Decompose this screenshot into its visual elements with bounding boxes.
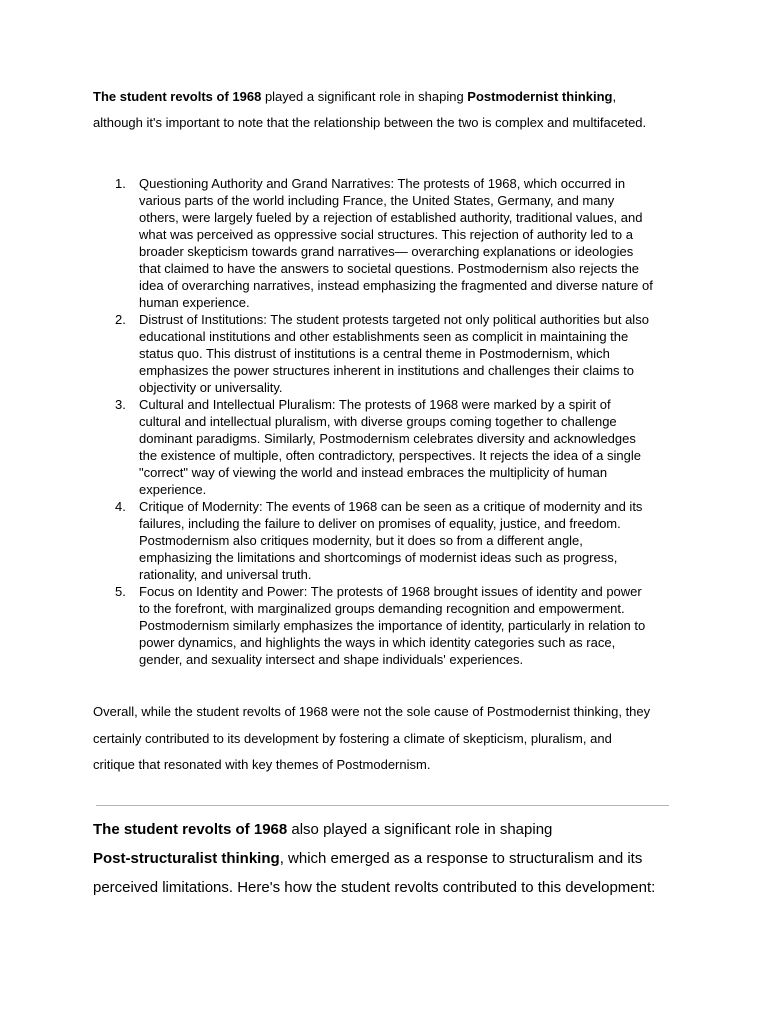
list-item-line: Postmodernism similarly emphasizes the importance of identity, particularly in relation to (139, 618, 646, 633)
list-item-number: 3. (115, 397, 126, 412)
list-item-line: status quo. This distrust of institutions is a central theme in Postmodernism, which (139, 346, 610, 361)
second-line-3: perceived limitations. Here's how the student revolts contributed to this development: (93, 879, 656, 896)
list-item-line: what was perceived as oppressive social structures. This rejection of authority led to a (139, 227, 633, 242)
second-text-2: , which emerged as a response to structuralism and its (279, 850, 643, 867)
list-item-line: that claimed to have the answers to societal questions. Postmodernism also rejects the (139, 261, 640, 276)
list-item-line: idea of overarching narratives, instead emphasizing the fragmented and diverse nature of (139, 278, 653, 293)
second-paragraph (93, 815, 693, 902)
list-item-line: "correct" way of viewing the world and instead embraces the multiplicity of human (139, 465, 608, 480)
list-item-line: cultural and intellectual pluralism, with diverse groups coming together to challenge (139, 414, 617, 429)
intro-paragraph (93, 84, 693, 136)
list-item-number: 5. (115, 584, 126, 599)
second-bold-post-structuralist: Post-structuralist thinking (93, 850, 280, 867)
overall-line: certainly contributed to its development by fostering a climate of skepticism, pluralism, and (93, 730, 612, 746)
intro-text-comma: , (612, 89, 617, 104)
list-item-line: power dynamics, and highlights the ways in which identity categories such as race, (139, 635, 616, 650)
list-item (93, 396, 683, 498)
list-item-line: Cultural and Intellectual Pluralism: The protests of 1968 were marked by a spirit of (139, 397, 611, 412)
list-item-line: gender, and sexuality intersect and shape individuals' experiences. (139, 652, 524, 667)
list-item-line: emphasizing the limitations and shortcomings of modernist ideas such as progress, (139, 550, 618, 565)
list-item-line: human experience. (139, 295, 250, 310)
intro-text: played a significant role in shaping (261, 89, 468, 104)
list-item-line: others, were largely fueled by a rejection of established authority, traditional values, and (139, 210, 643, 225)
list-item-line: Focus on Identity and Power: The protests of 1968 brought issues of identity and power (139, 584, 642, 599)
horizontal-divider (96, 805, 669, 806)
list-item-line: various parts of the world including France, the United States, Germany, and many (139, 193, 615, 208)
intro-bold-student-revolts: The student revolts of 1968 (93, 89, 262, 104)
list-item-line: dominant paradigms. Similarly, Postmodernism celebrates diversity and acknowledges (139, 431, 636, 446)
overall-line: critique that resonated with key themes of Postmodernism. (93, 757, 431, 772)
intro-bold-postmodernist: Postmodernist thinking (467, 89, 613, 104)
second-text: also played a significant role in shaping (287, 821, 553, 838)
list-item (93, 583, 683, 668)
list-item-line: Postmodernism also critiques modernity, but it does so from a different angle, (139, 533, 583, 548)
list-item-line: Questioning Authority and Grand Narratives: The protests of 1968, which occurred in (139, 176, 626, 191)
list-item-line: broader skepticism towards grand narratives— overarching explanations or ideologies (139, 244, 634, 259)
intro-line-2: although it's important to note that the relationship between the two is complex and multifaceted. (93, 115, 647, 130)
list-item-line: Critique of Modernity: The events of 1968 can be seen as a critique of modernity and its (139, 499, 643, 514)
list-item (93, 311, 683, 396)
list-item-line: failures, including the failure to deliver on promises of equality, justice, and freedom. (139, 516, 621, 531)
overall-line: Overall, while the student revolts of 1968 were not the sole cause of Postmodernist thinking, they (93, 704, 651, 719)
list-item-number: 4. (115, 499, 126, 514)
list-item (93, 175, 683, 311)
list-item-line: to the forefront, with marginalized groups demanding recognition and empowerment. (139, 601, 625, 616)
list-item-line: Distrust of Institutions: The student protests targeted not only political authorities but also (139, 312, 649, 327)
list-item-number: 1. (115, 176, 126, 191)
list-item-line: objectivity or universality. (139, 380, 283, 395)
list-item-number: 2. (115, 312, 126, 327)
overall-paragraph (93, 699, 693, 779)
list-item-line: experience. (139, 482, 207, 497)
list-item-line: rationality, and universal truth. (139, 567, 312, 582)
list-item (93, 498, 683, 583)
numbered-list (93, 175, 683, 668)
second-bold-student-revolts: The student revolts of 1968 (93, 821, 288, 838)
list-item-line: the existence of multiple, often contradictory, perspectives. It rejects the idea of a single (139, 448, 641, 463)
list-item-line: emphasizes the power structures inherent in institutions and challenges their claims to (139, 363, 634, 378)
list-item-line: educational institutions and other establishments seen as complicit in maintaining the (139, 329, 629, 344)
